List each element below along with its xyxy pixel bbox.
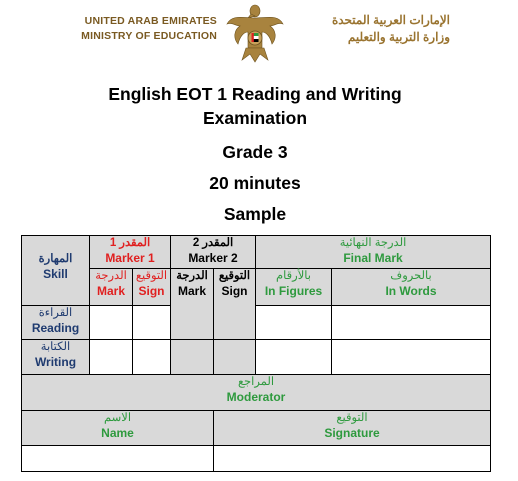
writing-final-words-input[interactable] (332, 340, 491, 375)
exam-title-line2: Examination (202, 108, 308, 128)
writing-marker2-mark-input[interactable] (171, 340, 214, 375)
writing-marker1-mark-input[interactable] (90, 340, 133, 375)
reading-skill-cell: القراءة Reading (22, 306, 90, 340)
marker2-mark-header: الدرجة Mark (171, 269, 214, 340)
marker2-header: المقدر 2 Marker 2 (171, 236, 256, 269)
reading-final-figures-input[interactable] (256, 306, 332, 340)
final-mark-header: الدرجة النهائية Final Mark (256, 236, 491, 269)
in-figures-header: بالأرقام In Figures (256, 269, 332, 306)
moderator-name-header: الاسم Name (22, 411, 214, 446)
moderator-signature-header: التوقيع Signature (214, 411, 491, 446)
in-words-header: بالحروف In Words (332, 269, 491, 306)
writing-marker2-sign-input[interactable] (214, 340, 256, 375)
marking-table (21, 235, 491, 472)
sample-label: Sample (223, 204, 287, 224)
reading-marker1-mark-input[interactable] (90, 306, 133, 340)
moderator-signature-input[interactable] (214, 446, 491, 472)
reading-final-words-input[interactable] (332, 306, 491, 340)
marker1-sign-header: التوقيع Sign (133, 269, 171, 306)
marker1-mark-header: الدرجة Mark (90, 269, 133, 306)
writing-skill-cell: الكتابة Writing (22, 340, 90, 375)
ministry-name-arabic: الإمارات العربية المتحدة وزارة التربية والتعليم (331, 13, 450, 44)
writing-marker1-sign-input[interactable] (133, 340, 171, 375)
marker1-header: المقدر 1 Marker 1 (90, 236, 171, 269)
skill-header: المهارة Skill (22, 236, 90, 306)
grade-label: Grade 3 (222, 142, 288, 162)
ministry-name-english: UNITED ARAB EMIRATES MINISTRY OF EDUCATION (81, 15, 217, 42)
marker2-sign-header: التوقيع Sign (214, 269, 256, 340)
writing-final-figures-input[interactable] (256, 340, 332, 375)
uae-emblem-icon (224, 2, 286, 66)
duration-label: 20 minutes (209, 173, 301, 193)
exam-title-line1: English EOT 1 Reading and Writing (108, 84, 402, 104)
reading-marker1-sign-input[interactable] (133, 306, 171, 340)
document-header (0, 0, 518, 72)
moderator-name-input[interactable] (22, 446, 214, 472)
moderator-header: المراجع Moderator (22, 375, 491, 411)
